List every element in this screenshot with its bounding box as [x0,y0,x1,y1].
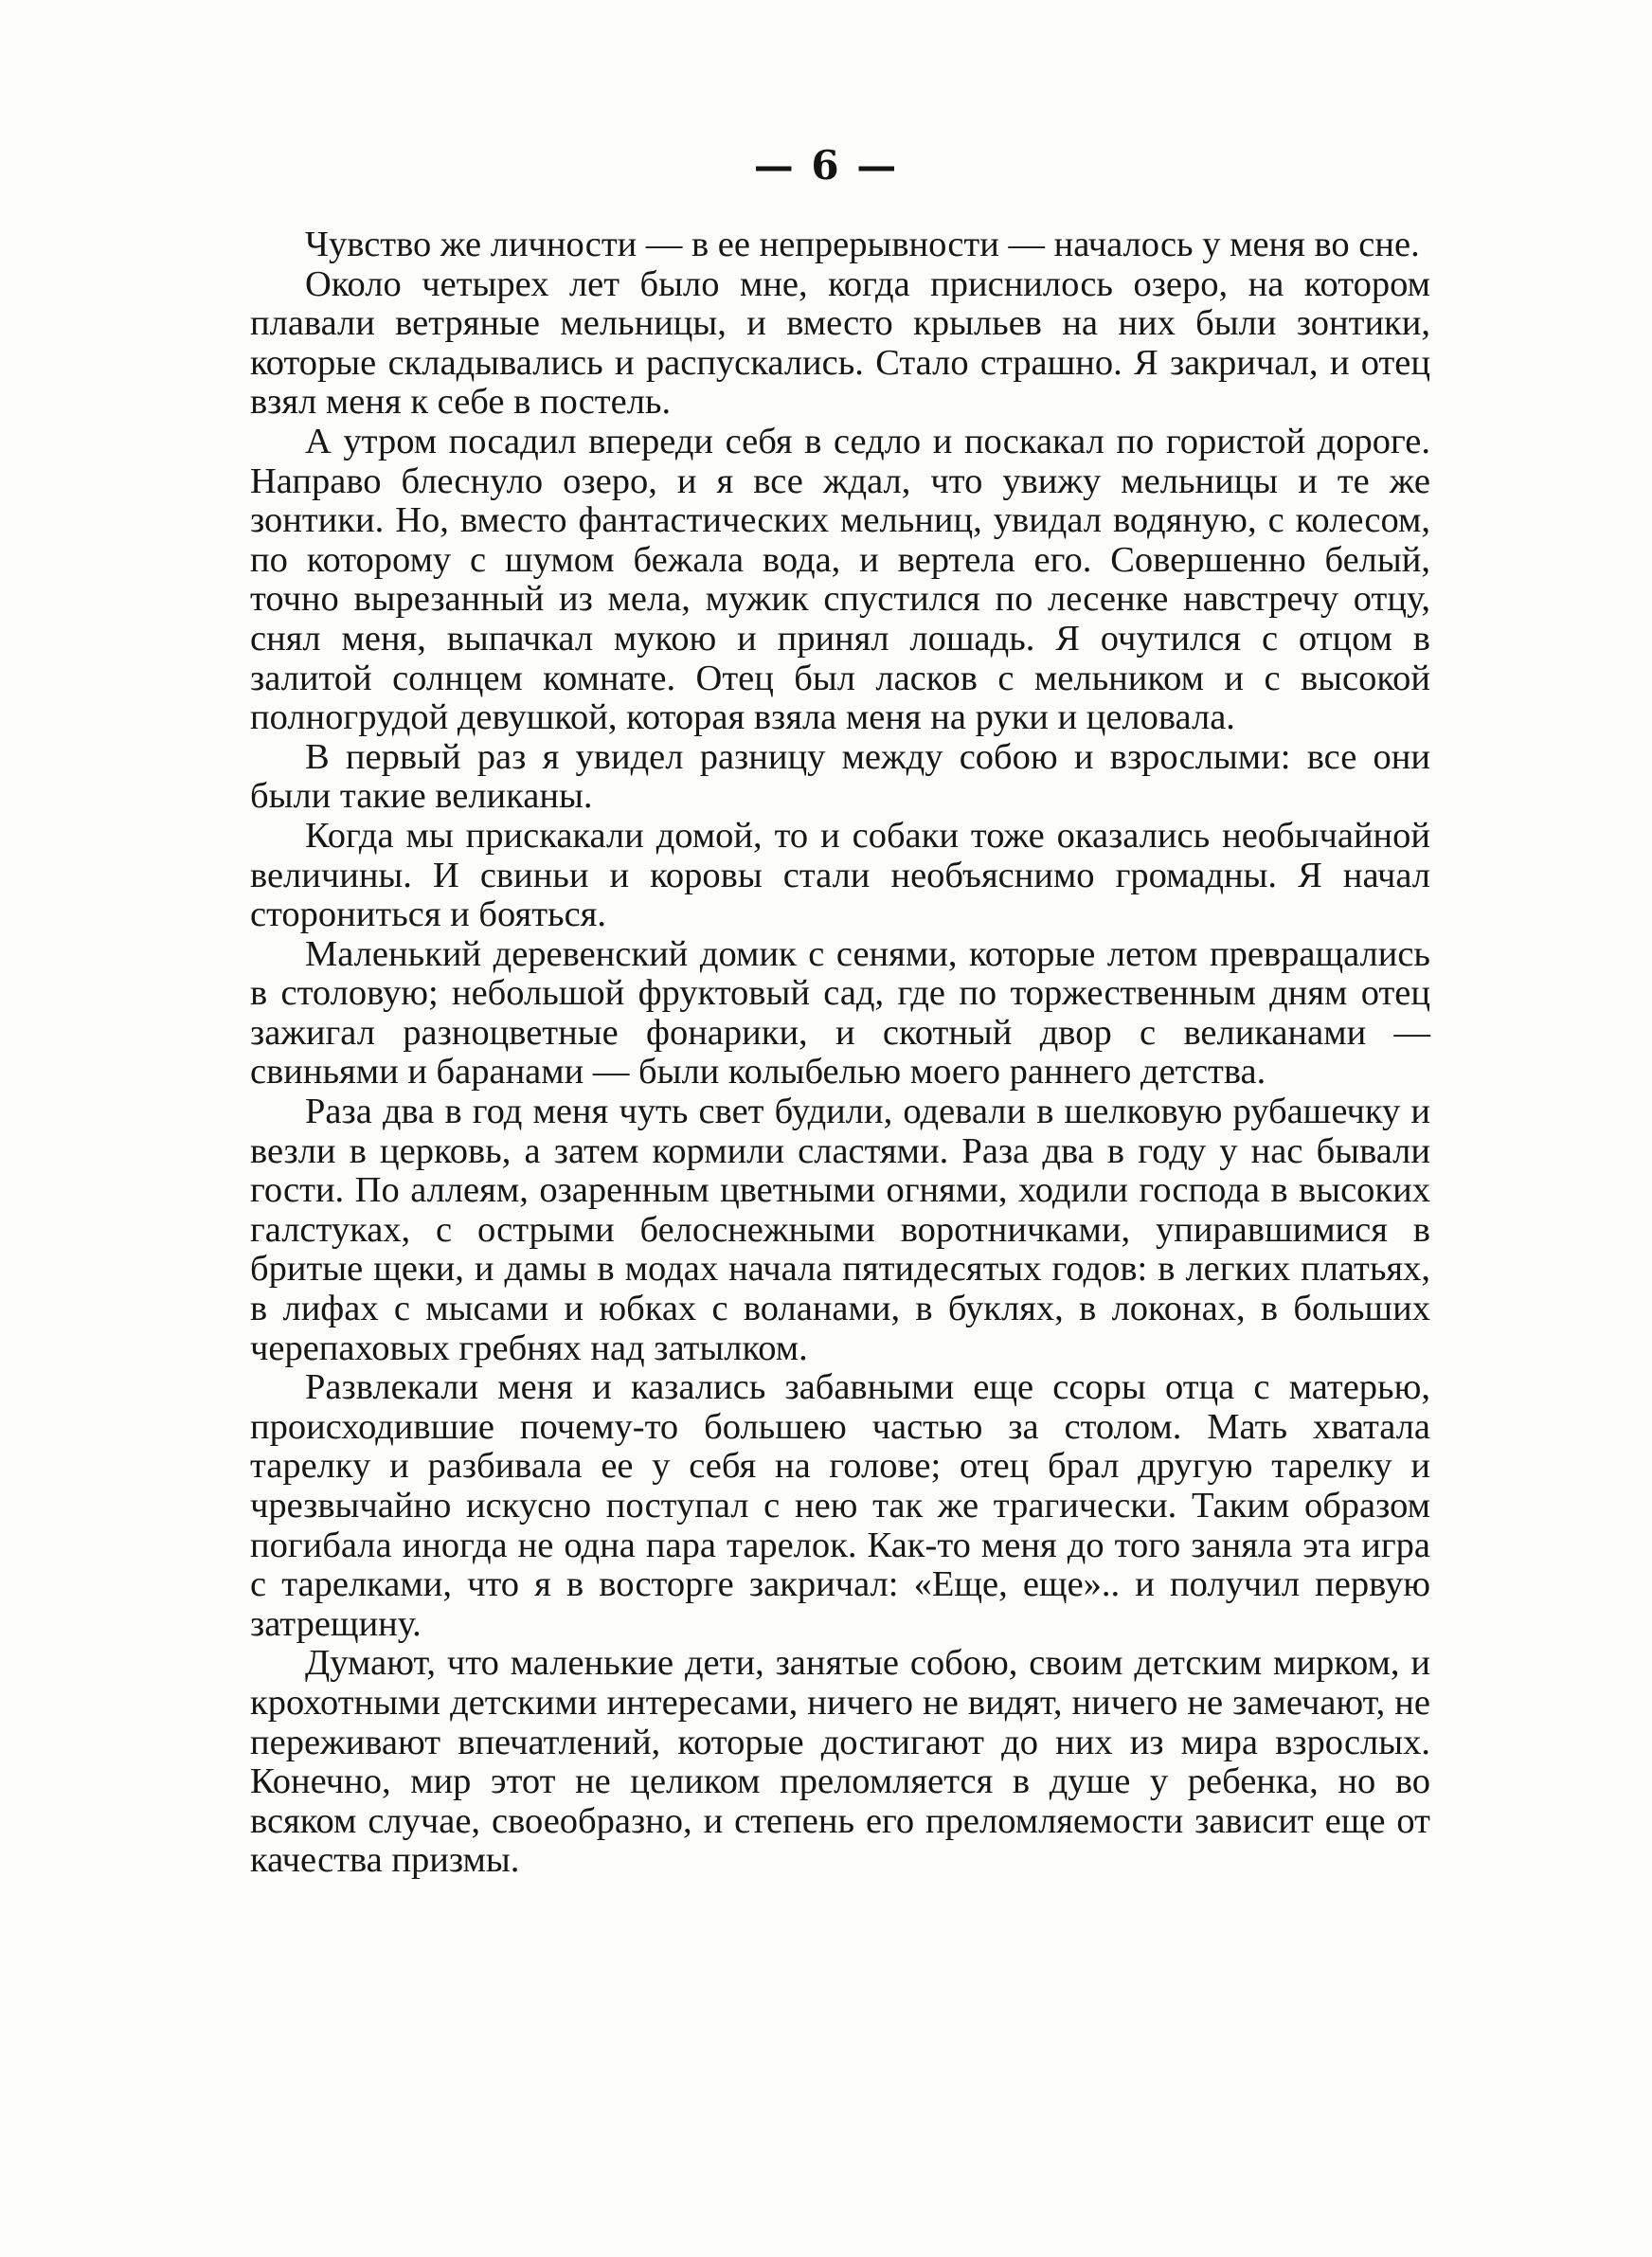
paragraph: Раза два в год меня чуть свет будили, одевали в шелковую рубашечку и везли в церковь, а затем кормили сластями. Раза два в году у нас бывали гости. По аллеям, озаренным цветными огнями, ходили господа в высоких галстуках, с острыми белоснежными воротничками, упиравшимися в бритые щеки, и дамы в модах начала пятидесятых годов: в легких платьях, в лифах с мысами и юбках с воланами, в буклях, в локонах, в больших черепаховых гребнях над затылком. [250,1092,1430,1368]
paragraph: Маленький деревенский домик с сенями, которые летом превращались в столовую; небольшой фруктовый сад, где по торжественным дням отец зажигал разноцветные фонарики, и скотный двор с великанами — свиньями и баранами — были колыбелью моего раннего детства. [250,933,1430,1092]
paragraph: Развлекали меня и казались забавными еще ссоры отца с матерью, происходившие почему-то большею частью за столом. Мать хватала тарелку и разбивала ее у себя на голове; отец брал другую тарелку и чрезвычайно искусно поступал с нею так же трагически. Таким образом погибала иногда не одна пара тарелок. Как-то меня до того заняла эта игра с тарелками, что я в восторге закричал: «Еще, еще».. и получил первую затрещину. [250,1367,1430,1644]
body-text [250,226,1430,1881]
paragraph: Когда мы прискакали домой, то и собаки тоже оказались необычайной величины. И свиньи и коровы стали необъяснимо громадны. Я начал сторониться и бояться. [250,815,1430,935]
paragraph: Чувство же личности — в ее непрерывности — началось у меня во сне. [305,225,1420,264]
page-number: — 6 — [753,142,899,189]
paragraph: А утром посадил впереди себя в седло и поскакал по гористой дороге. Направо блеснуло озеро, и я все ждал, что увижу мельницы и те же зонтики. Но, вместо фантастических мельниц, увидал водяную, с колесом, по которому с шумом бежала вода, и вертела его. Совершенно белый, точно вырезанный из мела, мужик спустился по лесенке навстречу отцу, снял меня, выпачкал мукою и принял лошадь. Я очутился с отцом в залитой солнцем комнате. Отец был ласков с мельником и с высокой полногрудой девушкой, которая взяла меня на руки и целовала. [250,421,1430,738]
paragraph: Около четырех лет было мне, когда приснилось озеро, на котором плавали ветряные мельницы, и вместо крыльев на них были зонтики, которые складывались и распускались. Стало страшно. Я закричал, и отец взял меня к себе в постель. [250,263,1430,423]
paragraph: Думают, что маленькие дети, занятые собою, своим детским мирком, и крохотными детскими интересами, ничего не видят, ничего не замечают, не переживают впечатлений, которые достигают до них из мира взрослых. Конечно, мир этот не целиком преломляется в душе у ребенка, но во всяком случае, своеобразно, и степень его преломляемости зависит еще от качества призмы. [250,1643,1430,1881]
paragraph: В первый раз я увидел разницу между собою и взрослыми: все они были такие великаны. [250,736,1430,817]
